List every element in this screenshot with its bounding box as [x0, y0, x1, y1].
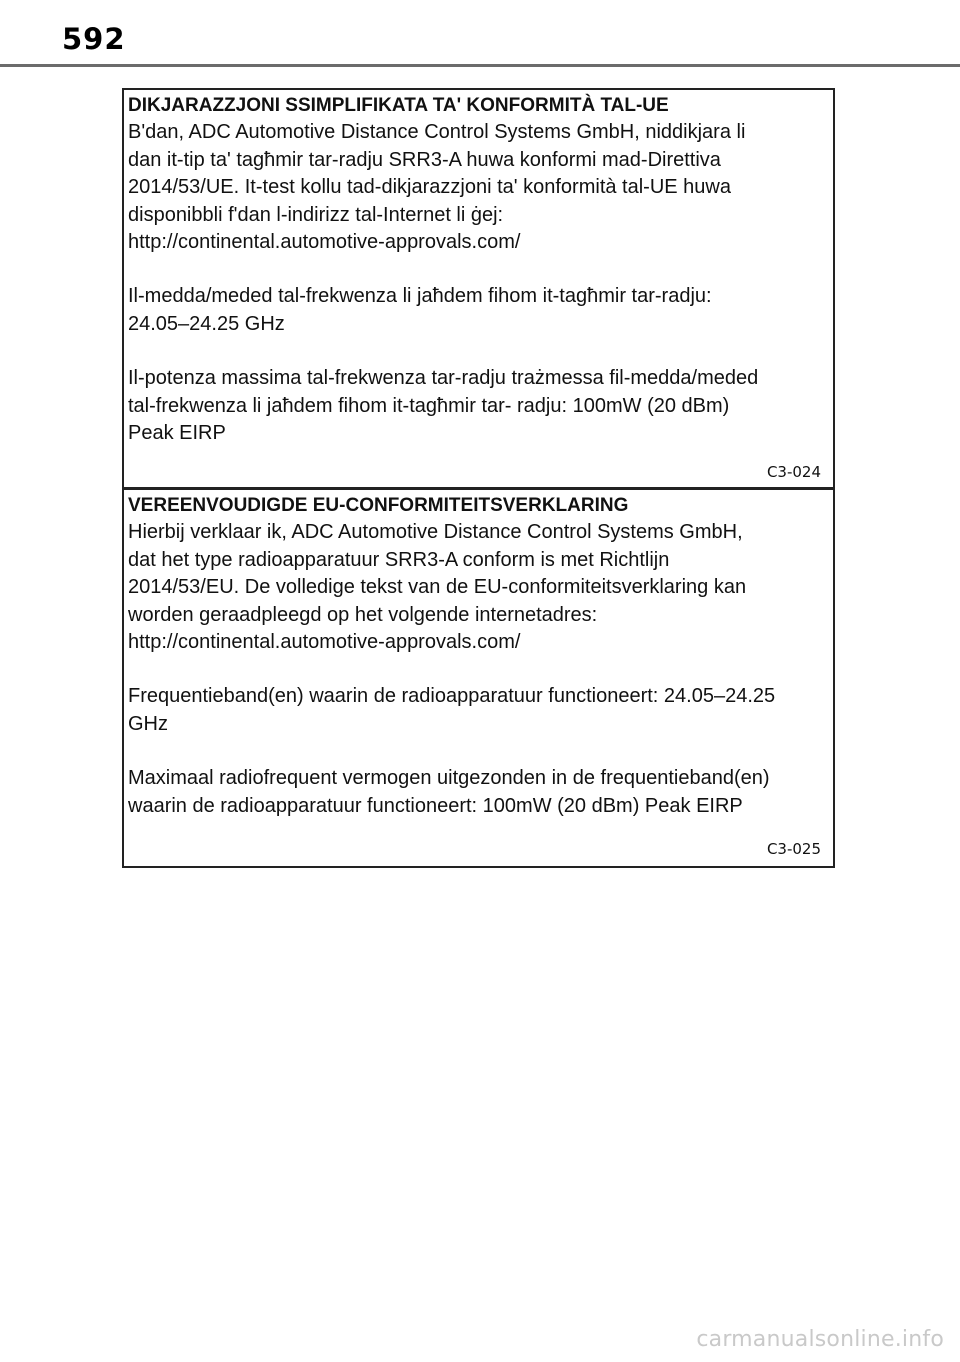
declaration-url[interactable]: http://continental.automotive-approvals.com/: [128, 231, 521, 254]
declaration-line: Hierbij verklaar ik, ADC Automotive Distance Control Systems GmbH,: [128, 521, 743, 544]
declaration-line: worden geraadpleegd op het volgende internetadres:: [128, 603, 598, 626]
reference-code: C3-025: [766, 840, 821, 858]
declaration-text-maltese: [128, 92, 829, 447]
power-line: Maximaal radiofrequent vermogen uitgezonden in de frequentieband(en): [128, 767, 770, 790]
frequency-value: 24.05–24.25 GHz: [128, 312, 285, 335]
power-line: tal-frekwenza li jaħdem fihom it-tagħmir tar- radju: 100mW (20 dBm): [128, 394, 730, 417]
frequency-line: Frequentieband(en) waarin de radioapparatuur functioneert: 24.05–24.25: [128, 685, 776, 708]
reference-code: C3-024: [766, 463, 821, 481]
power-line: Peak EIRP: [128, 422, 226, 445]
declaration-line: 2014/53/EU. De volledige tekst van de EU-conformiteitsverklaring kan: [128, 576, 747, 599]
declaration-line: 2014/53/UE. It-test kollu tad-dikjarazzjoni ta' konformità tal-UE huwa: [128, 176, 731, 199]
watermark: carmanualsonline.info: [696, 1327, 944, 1352]
declaration-box-dutch: [122, 488, 835, 868]
power-line: waarin de radioapparatuur functioneert: 100mW (20 dBm) Peak EIRP: [128, 794, 743, 817]
declaration-line: B'dan, ADC Automotive Distance Control Systems GmbH, niddikjara li: [128, 121, 746, 144]
declaration-title: DIKJARAZZJONI SSIMPLIFIKATA TA' KONFORMITÀ TAL-UE: [128, 95, 669, 116]
power-line: Il-potenza massima tal-frekwenza tar-radju trażmessa fil-medda/meded: [128, 367, 759, 390]
declaration-line: disponibbli f'dan l-indirizz tal-Internet li ġej:: [128, 203, 504, 226]
declaration-title: VEREENVOUDIGDE EU-CONFORMITEITSVERKLARING: [128, 495, 629, 516]
page-number: 592: [62, 22, 126, 56]
declaration-line: dat het type radioapparatuur SRR3-A conform is met Richtlijn: [128, 548, 670, 571]
declaration-line: dan it-tip ta' tagħmir tar-radju SRR3-A huwa konformi mad-Direttiva: [128, 148, 721, 171]
declaration-box-maltese: [122, 88, 835, 489]
frequency-value: GHz: [128, 712, 168, 735]
frequency-line: Il-medda/meded tal-frekwenza li jaħdem fihom it-tagħmir tar-radju:: [128, 285, 712, 308]
header-rule: [0, 64, 960, 67]
declaration-url[interactable]: http://continental.automotive-approvals.com/: [128, 631, 521, 654]
declaration-text-dutch: [128, 492, 829, 820]
